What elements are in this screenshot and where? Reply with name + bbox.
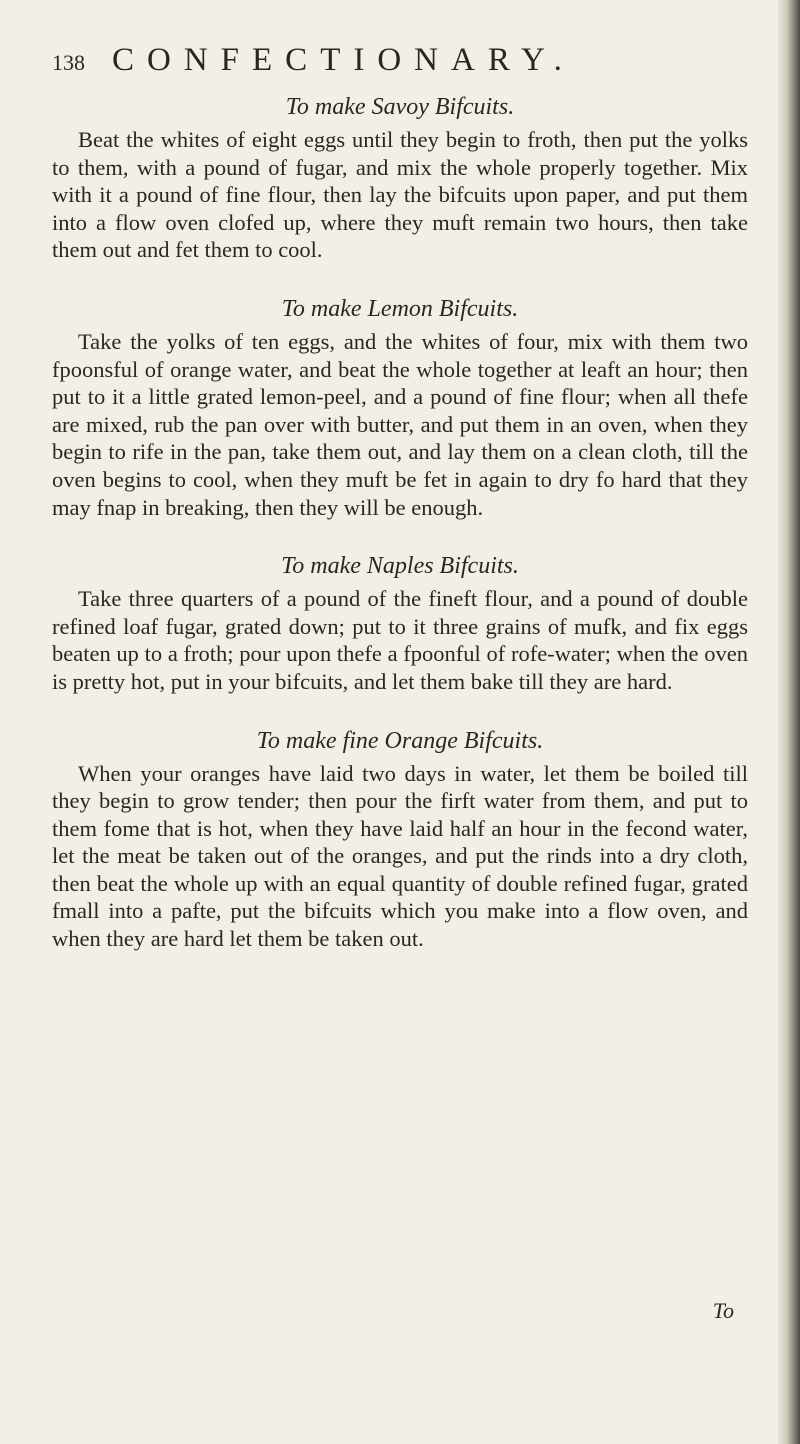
recipe-naples-biscuits	[52, 551, 748, 695]
recipe-orange-biscuits	[52, 726, 748, 953]
page-binding-edge	[778, 0, 800, 1444]
recipe-title: To make Lemon Bifcuits.	[281, 295, 519, 322]
recipe-text: When your oranges have laid two days in water, let them be boiled till they begin to grow tender; then pour the firft water from them, and put to them fome that is hot, when they have laid half an hour in the fecond water, let the meat be taken out of the oranges, and put the rinds into a dry cloth, then beat the whole up with an equal quantity of double refined fugar, grated fmall into a pafte, put the bifcuits which you make into a flow oven, and when they are hard let them be taken out.	[52, 760, 748, 952]
recipe-title: To make Savoy Bifcuits.	[285, 94, 515, 120]
page-number: 138	[52, 50, 85, 75]
catchword: To	[712, 1298, 734, 1323]
page-header	[52, 40, 752, 84]
recipe-title: To make Naples Bifcuits.	[281, 553, 519, 580]
recipe-lemon-biscuits	[52, 294, 748, 521]
running-title: CONFECTIONARY.	[112, 42, 575, 78]
recipe-text: Take three quarters of a pound of the fineft flour, and a pound of double refined loaf fugar, grated down; put to it three grains of mufk, and fix eggs beaten up to a froth; pour upon thefe a fpoonful of rofe-water; when the oven is pretty hot, put in your bifcuits, and let them bake till they are hard.	[52, 586, 748, 694]
recipe-text: Take the yolks of ten eggs, and the whites of four, mix with them two fpoonsful of orange water, and beat the whole together at leaft an hour; then put to it a little grated lemon-peel, and a pound of fine flour; when all thefe are mixed, rub the pan over with butter, and put them in an oven, when they begin to rife in the pan, take them out, and lay them on a clean cloth, till the oven begins to cool, when they muft be fet in again to dry fo hard that they may fnap in breaking, then they will be enough.	[52, 328, 748, 520]
recipe-title: To make fine Orange Bifcuits.	[256, 727, 544, 754]
page-content	[52, 92, 748, 983]
recipe-savoy-biscuits	[52, 92, 748, 264]
recipe-text: Beat the whites of eight eggs until they begin to froth, then put the yolks to them, with a pound of fugar, and mix the whole properly together. Mix with it a pound of fine flour, then lay the bifcuits upon paper, and put them into a flow oven clofed up, where they muft remain two hours, then take them out and fet them to cool.	[52, 127, 748, 263]
